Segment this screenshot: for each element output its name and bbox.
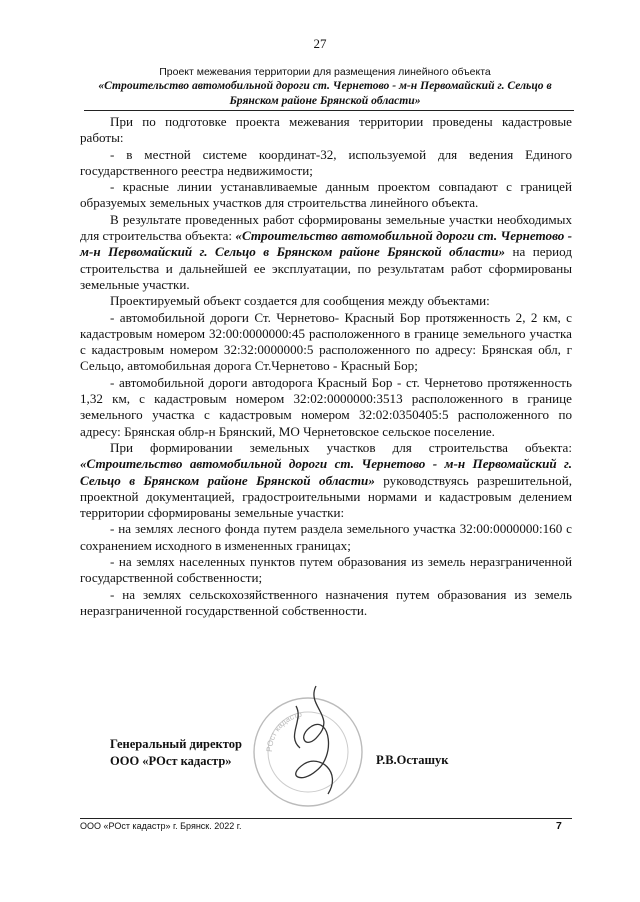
paragraph: Проектируемый объект создается для сообщения между объектами: [110,293,490,309]
project-title-line2: Брянском районе Брянской области» [229,94,421,107]
text-span: на период строительства и дальнейшей ее эксплуатации, по результатам работ сформированы земельные участки. [80,244,572,292]
paragraph: - на землях населенных пунктов путем образования из земель неразграниченной государственной собственности; [80,554,572,586]
page-number: 27 [313,36,327,51]
signature-block [110,736,242,770]
document-body [80,114,572,619]
footer-divider [80,818,572,819]
signatory-company: ООО «РОст кадастр» [110,754,232,768]
paragraph: - в местной системе координат-32, используемой для ведения Единого государственного реестра недвижимости; [80,146,572,178]
footer-company: ООО «РОст кадастр» г. Брянск. 2022 г. [80,821,242,831]
seal-outer-ring [254,698,362,806]
text-span: При формировании земельных участков для строительства объекта: [110,439,572,455]
project-title [58,78,592,108]
paragraph: - автомобильной дороги автодорога Красный Бор - ст. Чернетово протяженность 1,32 км, с кадастровым номером 32:02:0000000:3513 расположенного в границе земельного участка с кадастровым номером 32:02:0350405:5 расположенного по адресу: Брянская облр-н Брянский, МО Чернетовское сельское поселение. [80,374,572,439]
paragraph: - на землях лесного фонда путем раздела земельного участка 32:00:0000000:160 с сохранением исходного в измененных границах; [80,521,572,553]
seal-stamp [246,676,376,816]
header-divider [84,110,574,111]
paragraph [80,212,572,293]
text-span: В результате проведенных работ сформированы земельные участки необходимых для строительства объекта: [80,211,572,244]
seal-text: РОст кадастр [264,709,303,753]
text-span: руководствуясь разрешительной, проектной документацией, градостроительными нормами и кадастровым делением территории сформированы земельные участки: [80,472,572,521]
footer-page-number: 7 [556,820,562,832]
project-title-line1: «Строительство автомобильной дороги ст. Чернетово - м-н Первомайский г. Сельцо в [98,79,552,92]
project-line: Проект межевания территории для размещения линейного объекта [159,66,491,78]
paragraph: При по подготовке проекта межевания территории проведены кадастровые работы: [80,114,572,146]
handwritten-signature [294,686,332,794]
signatory-name: Р.В.Осташук [376,753,449,767]
signatory-position: Генеральный директор [110,737,242,751]
paragraph: - автомобильной дороги Ст. Чернетово- Красный Бор протяженность 2, 2 км, с кадастровым номером 32:00:0000000:45 расположенного в границе земельного участка с кадастровым номером 32:32:0000000:5 расположенного по адресу: Брянская обл, г Сельцо, автомобильная дорога Ст.Чернетово - Красный Бор; [80,309,572,374]
paragraph [80,440,572,521]
paragraph: - красные линии устанавливаемые данным проектом совпадают с границей образуемых земельных участков для строительства линейного объекта. [80,179,572,211]
object-name: «Строительство автомобильной дороги ст. Чернетово - м-н Первомайский г. Сельцо в Брянском районе Брянской области» [80,456,572,488]
object-name: «Строительство автомобильной дороги ст. Чернетово - м-н Первомайский г. Сельцо в Брянском районе Брянской области» [80,228,573,260]
paragraph: - на землях сельскохозяйственного назначения путем образования из земель неразграниченной государственной собственности. [80,586,572,618]
